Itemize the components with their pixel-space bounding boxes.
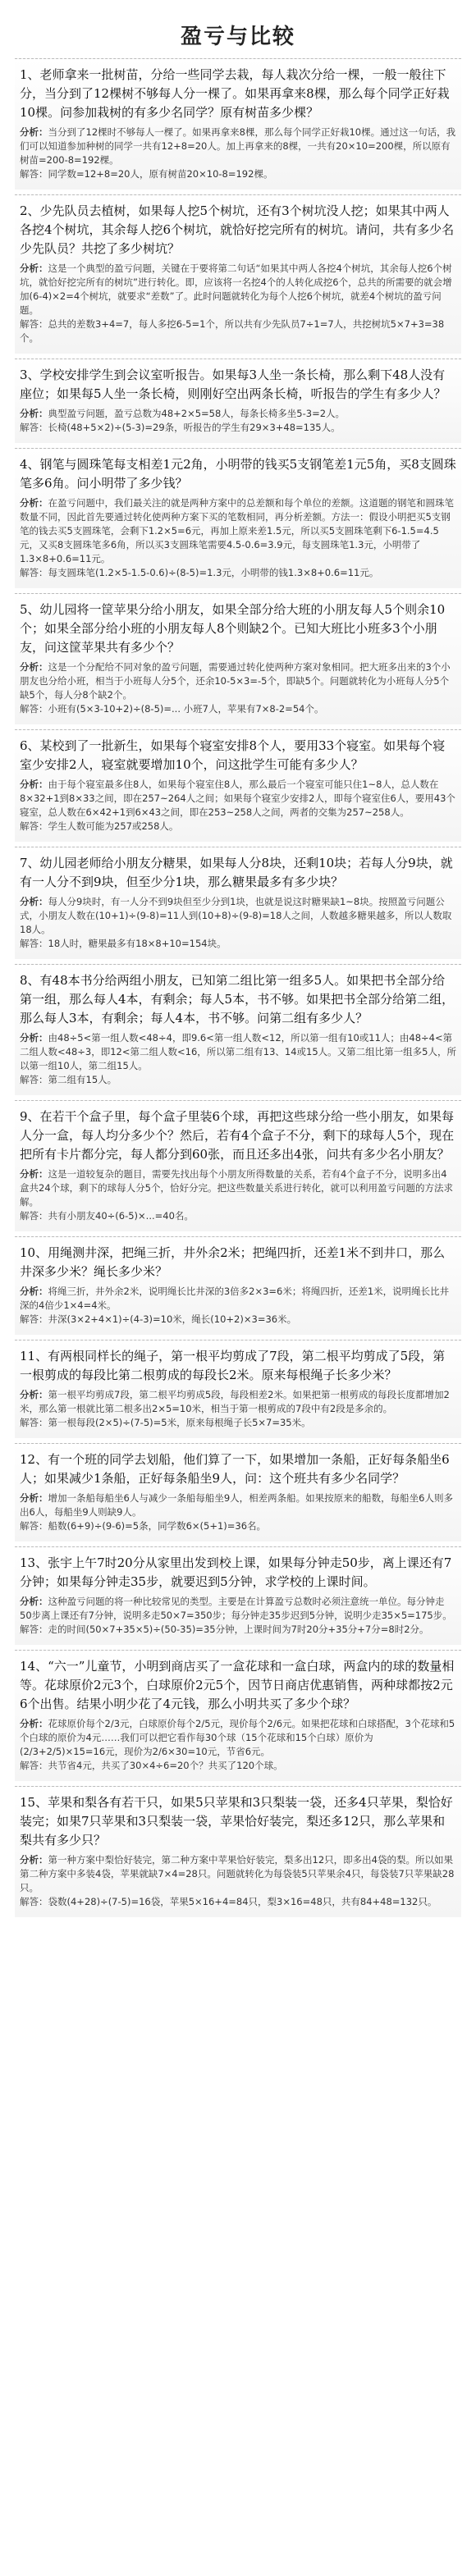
answer-text: 解答：第一根每段(2×5)÷(7-5)=5米，原来每根绳子长5×7=35米。 bbox=[20, 1417, 311, 1428]
problem-question: 13、张宇上午7时20分从家里出发到校上课，如果每分钟走50步，离上课还有7分钟；如果每分钟走35步，就要迟到5分钟，求学校的上课时间。 bbox=[20, 1555, 452, 1589]
problem-card bbox=[15, 1100, 461, 1231]
answer-text: 解答：同学数=12+8=20人，原有树苗20×10-8=192棵。 bbox=[20, 168, 273, 180]
problem-question: 1、老师拿来一批树苗，分给一些同学去栽，每人栽次分给一棵，一般一般往下分，当分到了12棵树不够每人分一棵了。如果再拿来8棵，那么每个同学正好栽10棵。问参加栽树的有多少名同学？原有树苗多少棵？ bbox=[20, 67, 450, 120]
analysis-text: 第一根平均剪成7段，第二根平均剪成5段，每段相差2米。如果把第一根剪成的每段长度都增加2米，那么第一根就比第二根多出2×5=10米，相当于第一根剪成的7段中有2段是多余的。 bbox=[20, 1389, 450, 1414]
problem-question: 5、幼儿园将一筐苹果分给小朋友，如果全部分给大班的小朋友每人5个则余10个；如果全部分给小班的小朋友每人8个则缺2个。已知大班比小班多3个小朋友，问这筐苹果共有多少个？ bbox=[20, 602, 446, 655]
problem-question: 3、学校安排学生到会议室听报告。如果每3人坐一条长椅，那么剩下48人没有座位；如果每5人坐一条长椅，则刚好空出两条长椅，听报告的学生有多少人？ bbox=[20, 368, 446, 401]
problem-solution bbox=[20, 1717, 456, 1773]
analysis-text: 这是一个分配给不同对象的盈亏问题，需要通过转化使两种方案对象相同。把大班多出来的3个小朋友也分给小班，相当于小班每人分5个，还余10-5×3=-5个，即缺5个。问题就转化为小班每人分5个缺5个，每人分8个缺2个。 bbox=[20, 661, 451, 701]
analysis-label: 分析： bbox=[20, 896, 48, 907]
analysis-label: 分析： bbox=[20, 1168, 48, 1180]
analysis-label: 分析： bbox=[20, 1718, 48, 1729]
analysis-text: 增加一条船每船坐6人与减少一条船每船坐9人，相差两条船。如果按原来的船数，每船坐6人则多出6人，每船坐9人则缺9人。 bbox=[20, 1492, 453, 1518]
problem-card bbox=[15, 1443, 461, 1541]
page-title: 盈亏与比较 bbox=[180, 25, 295, 49]
analysis-text: 花球原价每个2/3元，白球原价每个2/5元，现价每个2/6元。如果把花球和白球搭配，3个花球和5个白球的原价为4元……我们可以把它看作每30个球（15个花球和15个白球）原价为(2/3+2/5)×15=16元，现价为2/6×30=10元，节省6元。 bbox=[20, 1718, 455, 1757]
problem-question: 6、某校到了一批新生，如果每个寝室安排8个人，要用33个寝室。如果每个寝室少安排2人，寝室就要增加10个，问这批学生可能有多少人？ bbox=[20, 738, 446, 772]
analysis-text: 当分到了12棵时不够每人一棵了。如果再拿来8棵，那么每个同学正好栽10棵。通过这一句话，我们可以知道参加种树的同学一共有12+8=20人。加上再拿来的8棵，一共有20×10=200棵，所以原有树苗=200-8=192棵。 bbox=[20, 126, 456, 166]
analysis-label: 分析： bbox=[20, 1492, 48, 1504]
answer-text: 解答：小班有(5×3-10+2)÷(8-5)=... 小班7人，苹果有7×8-2=54个。 bbox=[20, 703, 324, 715]
problem-solution bbox=[20, 1853, 456, 1909]
analysis-text: 典型盈亏问题，盈亏总数为48+2×5=58人，每条长椅多坐5-3=2人。 bbox=[48, 408, 346, 419]
answer-text: 解答：走的时间(50×7+35×5)÷(50-35)=35分钟，上课时间为7时20分+35分+7分=8时2分。 bbox=[20, 1624, 429, 1635]
answer-text: 解答：船数(6+9)÷(9-6)=5条，同学数6×(5+1)=36名。 bbox=[20, 1520, 267, 1532]
problem-solution bbox=[20, 1031, 456, 1087]
problem-question: 8、有48本书分给两组小朋友，已知第二组比第一组多5人。如果把书全部分给第一组，那么每人4本，有剩余；每人5本，书不够。如果把书全部分给第二组，那么每人3本，有剩余；每人4本，书不够。问第二组有多少人？ bbox=[20, 973, 455, 1025]
answer-text: 解答：总共的差数3+4=7，每人多挖6-5=1个，所以共有少先队员7÷1=7人，共挖树坑5×7+3=38个。 bbox=[20, 318, 445, 344]
analysis-text: 由48÷5<第一组人数<48÷4，即9.6<第一组人数<12，所以第一组有10或11人；由48÷4<第二组人数<48÷3，即12<第二组人数<16，所以第二组有13、14或15人。又第二组比第一组多5人，所以第一组10人，第二组15人。 bbox=[20, 1032, 456, 1071]
problem-solution bbox=[20, 1595, 456, 1637]
analysis-label: 分析： bbox=[20, 408, 48, 419]
analysis-text: 这种盈亏问题的将一种比较常见的类型。主要是在计算盈亏总数时必须注意统一单位。每分钟走50步离上课还有7分钟，说明多走50×7=350步；每分钟走35步迟到5分钟，说明少走35×5=175步。 bbox=[20, 1596, 452, 1621]
problem-solution bbox=[20, 496, 456, 580]
problem-card bbox=[15, 1546, 461, 1645]
problem-card bbox=[15, 593, 461, 724]
problem-question: 15、苹果和梨各有若干只，如果5只苹果和3只梨装一袋，还多4只苹果，梨恰好装完；如果7只苹果和3只梨装一袋，苹果恰好装完，梨还多12只，那么苹果和梨共有多少只？ bbox=[20, 1795, 453, 1848]
problem-card bbox=[15, 1650, 461, 1781]
analysis-text: 在盈亏问题中，我们最关注的就是两种方案中的总差额和每个单位的差额。这道题的钢笔和圆珠笔数量不同，因此首先要通过转化使两种方案下买的笔数相同，再分析差额。方法一：假设小明把买5支钢笔的钱去买5支圆珠笔，会剩下1.2×5=6元，再加上原来差1.5元，所以买5支圆珠笔剩下6-1.5=4.5元，又买8支圆珠笔多6角，所以买3支圆珠笔需要4.5-0.6=3.9元，每支圆珠笔1.3元，小明带了1.3×8+0.6=11元。 bbox=[20, 497, 454, 564]
analysis-label: 分析： bbox=[20, 1389, 48, 1400]
problem-card bbox=[15, 448, 461, 588]
answer-text: 解答：袋数(4+28)÷(7-5)=16袋，苹果5×16+4=84只，梨3×16=48只，共有84+48=132只。 bbox=[20, 1896, 437, 1907]
analysis-label: 分析： bbox=[20, 126, 48, 138]
analysis-label: 分析： bbox=[20, 1032, 48, 1044]
answer-text: 解答：共有小朋友40÷(6-5)×...=40名。 bbox=[20, 1210, 194, 1222]
analysis-label: 分析： bbox=[20, 1596, 48, 1607]
problem-solution bbox=[20, 1285, 456, 1327]
analysis-text: 每人分9块时，有一人分不到9块但至少分到1块，也就是说这时糖果缺1~8块。按照盈亏问题公式，小朋友人数在(10+1)÷(9-8)=11人到(10+8)÷(9-8)=18人之间，人数越多糖果越多，所以人数取18人。 bbox=[20, 896, 452, 935]
answer-text: 解答：共节省4元，共买了30×4÷6=20个？共买了120个球。 bbox=[20, 1760, 283, 1771]
problem-card bbox=[15, 1786, 461, 1917]
problem-card bbox=[15, 1340, 461, 1438]
problem-solution bbox=[20, 778, 456, 834]
problem-list bbox=[15, 58, 461, 1917]
analysis-label: 分析： bbox=[20, 497, 48, 509]
problem-card bbox=[15, 847, 461, 959]
problem-question: 10、用绳测井深，把绳三折，井外余2米；把绳四折，还差1米不到井口，那么井深多少米？绳长多少米？ bbox=[20, 1245, 446, 1279]
problem-solution bbox=[20, 660, 456, 716]
problem-solution bbox=[20, 126, 456, 181]
problem-card bbox=[15, 58, 461, 190]
analysis-label: 分析： bbox=[20, 263, 48, 274]
analysis-text: 第一种方案中梨恰好装完，第二种方案中苹果恰好装完，梨多出12只，即多出4袋的梨。所以如果第二种方案中多装4袋，苹果就缺7×4=28只。问题就转化为每袋装5只苹果余4只，每袋装7只苹果缺28只。 bbox=[20, 1854, 455, 1893]
problem-question: 14、“六一”儿童节，小明到商店买了一盒花球和一盒白球，两盒内的球的数量相等。花球原价2元3个，白球原价2元5个，因节日商店优惠销售，两种球都按2元6个出售。结果小明少花了4元钱，那么小明共买了多少个球？ bbox=[20, 1659, 455, 1711]
problem-solution bbox=[20, 1491, 456, 1533]
analysis-text: 由于每个寝室最多住8人，如果每个寝室住8人，那么最后一个寝室可能只住1~8人，总人数在8×32+1到8×33之间，即在257~264人之间；如果每个寝室少安排2人，即每个寝室住6人，要用43个寝室，总人数在6×42+1到6×43之间，即在253~258人之间，两者的交集为257~258人。 bbox=[20, 779, 455, 818]
analysis-label: 分析： bbox=[20, 1854, 48, 1866]
answer-text: 解答：每支圆珠笔(1.2×5-1.5-0.6)÷(8-5)=1.3元，小明带的钱1.3×8+0.6=11元。 bbox=[20, 567, 379, 578]
analysis-text: 这是一道较复杂的题目，需要先找出每个小朋友所得数量的关系，若有4个盒子不分，说明多出4盒共24个球，剩下的球每人分5个，恰好分完。把这些数量关系进行转化，就可以利用盈亏问题的方法求解。 bbox=[20, 1168, 453, 1208]
problem-card bbox=[15, 359, 461, 443]
analysis-label: 分析： bbox=[20, 1286, 48, 1297]
problem-solution bbox=[20, 407, 456, 435]
analysis-text: 这是一个典型的盈亏问题，关键在于要将第二句话“如果其中两人各挖4个树坑，其余每人挖6个树坑，就恰好挖完所有的树坑”进行转化。即，应该将一名挖4个的人转化成挖6个，总共的所需要的就会增加(6-4)×2=4个树坑，就要求“差数”了。此时问题就转化为每个人挖6个树坑，就差4个树坑的盈亏问题。 bbox=[20, 263, 452, 316]
problem-card bbox=[15, 964, 461, 1095]
problem-question: 2、少先队员去植树，如果每人挖5个树坑，还有3个树坑没人挖；如果其中两人各挖4个树坑，其余每人挖6个树坑，就恰好挖完所有的树坑。请问，共有多少名少先队员？共挖了多少树坑？ bbox=[20, 203, 455, 256]
problem-question: 4、钢笔与圆珠笔每支相差1元2角，小明带的钱买5支钢笔差1元5角，买8支圆珠笔多6角。问小明带了多少钱？ bbox=[20, 457, 456, 491]
problem-question: 11、有两根同样长的绳子，第一根平均剪成了7段，第二根平均剪成了5段，第一根剪成的每段比第二根剪成的每段长2米。原来每根绳子长多少米？ bbox=[20, 1349, 446, 1382]
problem-solution bbox=[20, 1388, 456, 1430]
problem-question: 12、有一个班的同学去划船，他们算了一下，如果增加一条船，正好每条船坐6人；如果减少1条船，正好每条船坐9人，问：这个班共有多少名同学？ bbox=[20, 1452, 450, 1486]
problem-question: 9、在若干个盒子里，每个盒子里装6个球，再把这些球分给一些小朋友，如果每人分一盒，每人均分多少个？然后，若有4个盒子不分，剩下的球每人5个，现在把所有卡片都分完，每人都分到60张，而且还多出4张，问共有多少名小朋友？ bbox=[20, 1109, 455, 1162]
problem-card bbox=[15, 1236, 461, 1335]
answer-text: 解答：井深(3×2+4×1)÷(4-3)=10米，绳长(10+2)×3=36米。 bbox=[20, 1313, 297, 1325]
analysis-label: 分析： bbox=[20, 779, 48, 790]
problem-card bbox=[15, 729, 461, 842]
problem-question: 7、幼儿园老师给小朋友分糖果，如果每人分8块，还剩10块；若每人分9块，就有一人分不到9块，但至少分1块，那么糖果最多有多少块？ bbox=[20, 856, 453, 889]
analysis-text: 将绳三折，井外余2米，说明绳长比井深的3倍多2×3=6米；将绳四折，还差1米，说明绳长比井深的4倍少1×4=4米。 bbox=[20, 1286, 450, 1311]
answer-text: 解答：第二组有15人。 bbox=[20, 1074, 117, 1085]
problem-solution bbox=[20, 262, 456, 345]
analysis-label: 分析： bbox=[20, 661, 48, 673]
problem-card bbox=[15, 194, 461, 354]
answer-text: 解答：18人时，糖果最多有18×8+10=154块。 bbox=[20, 938, 227, 949]
problem-solution bbox=[20, 895, 456, 951]
problem-solution bbox=[20, 1167, 456, 1223]
answer-text: 解答：学生人数可能为257或258人。 bbox=[20, 820, 179, 832]
answer-text: 解答：长椅(48+5×2)÷(5-3)=29条，听报告的学生有29×3+48=135人。 bbox=[20, 422, 341, 433]
